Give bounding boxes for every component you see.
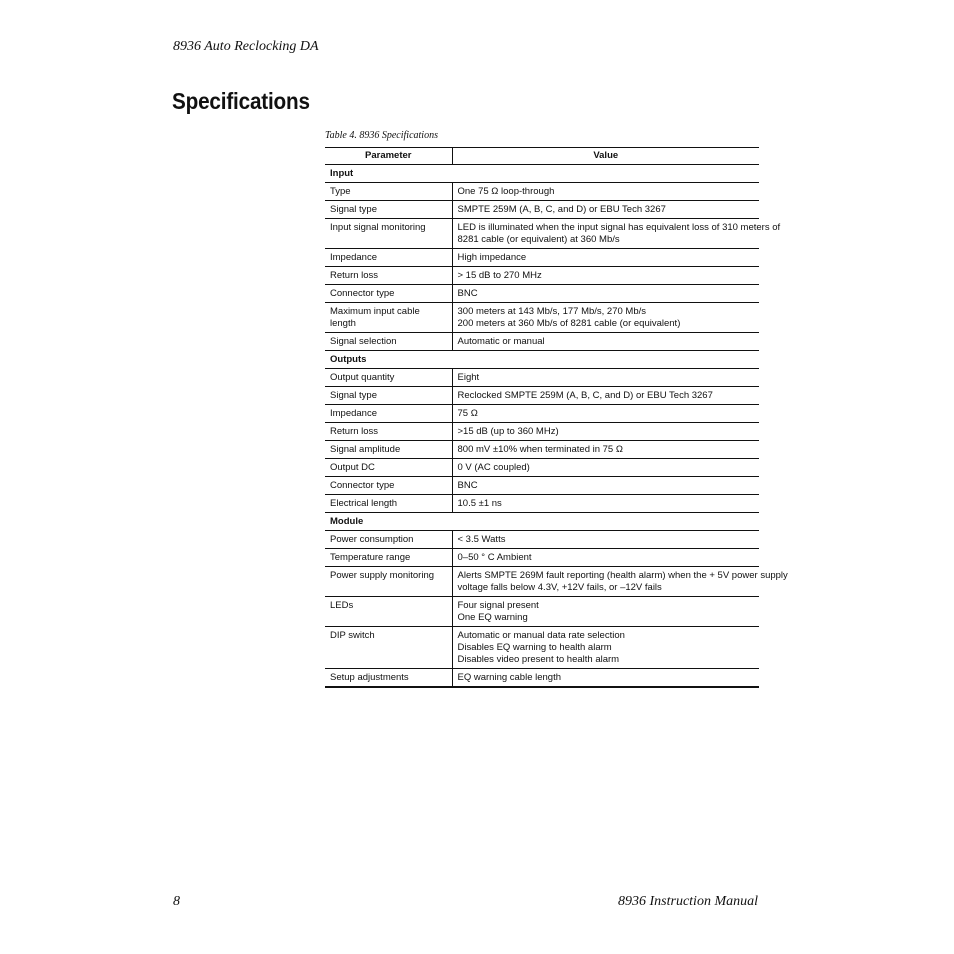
section-title: Input xyxy=(325,165,759,183)
value-cell xyxy=(452,495,759,513)
value-cell xyxy=(452,405,759,423)
parameter-cell: Connector type xyxy=(325,285,452,303)
table-row xyxy=(325,441,759,459)
footer-manual-title: 8936 Instruction Manual xyxy=(618,894,758,909)
page-number: 8 xyxy=(173,894,180,909)
table-row xyxy=(325,333,759,351)
parameter-cell: Signal type xyxy=(325,387,452,405)
value-line: 75 Ω xyxy=(457,408,478,419)
value-cell xyxy=(452,369,759,387)
parameter-cell: Power consumption xyxy=(325,531,452,549)
table-row xyxy=(325,567,759,597)
value-line: Reclocked SMPTE 259M (A, B, C, and D) or EBU Tech 3267 xyxy=(457,390,713,401)
table-row xyxy=(325,249,759,267)
value-line: EQ warning cable length xyxy=(457,672,562,683)
parameter-cell: Input signal monitoring xyxy=(325,219,452,249)
value-line: One 75 Ω loop-through xyxy=(457,186,555,197)
table-row xyxy=(325,627,759,669)
value-line: 300 meters at 143 Mb/s, 177 Mb/s, 270 Mb/s xyxy=(457,306,647,317)
value-cell xyxy=(452,285,759,303)
parameter-cell: DIP switch xyxy=(325,627,452,669)
value-cell xyxy=(452,477,759,495)
value-line: < 3.5 Watts xyxy=(457,534,506,545)
parameter-cell: Impedance xyxy=(325,249,452,267)
table-row xyxy=(325,267,759,285)
page-title: Specifications xyxy=(172,88,310,114)
table-row xyxy=(325,669,759,688)
value-line: 200 meters at 360 Mb/s of 8281 cable (or equivalent) xyxy=(457,318,681,329)
table-row xyxy=(325,405,759,423)
parameter-cell: Signal type xyxy=(325,201,452,219)
value-cell xyxy=(452,387,759,405)
value-line: Eight xyxy=(457,372,480,383)
parameter-cell: Signal amplitude xyxy=(325,441,452,459)
section-row-module xyxy=(325,513,759,531)
value-cell xyxy=(452,249,759,267)
value-line: voltage falls below 4.3V, +12V fails, or –12V fails xyxy=(457,582,662,593)
parameter-cell: Output DC xyxy=(325,459,452,477)
parameter-cell: Signal selection xyxy=(325,333,452,351)
column-header-value: Value xyxy=(452,148,759,165)
table-row xyxy=(325,477,759,495)
parameter-cell: Return loss xyxy=(325,423,452,441)
table-row xyxy=(325,201,759,219)
value-line: 0–50 ° C Ambient xyxy=(457,552,532,563)
table-row xyxy=(325,387,759,405)
table-caption: Table 4. 8936 Specifications xyxy=(325,130,438,141)
value-line: Disables video present to health alarm xyxy=(457,654,620,665)
table-body xyxy=(325,165,788,688)
table-row xyxy=(325,285,759,303)
value-line: BNC xyxy=(457,480,478,491)
value-line: Four signal present xyxy=(457,600,539,611)
value-line: > 15 dB to 270 MHz xyxy=(457,270,542,281)
value-line: LED is illuminated when the input signal has equivalent loss of 310 meters of xyxy=(457,222,781,233)
parameter-cell: LEDs xyxy=(325,597,452,627)
section-row-input xyxy=(325,165,759,183)
section-row-outputs xyxy=(325,351,759,369)
specifications-table xyxy=(325,147,788,688)
parameter-cell: Connector type xyxy=(325,477,452,495)
value-cell xyxy=(452,267,759,285)
section-title: Outputs xyxy=(325,351,759,369)
parameter-cell: Temperature range xyxy=(325,549,452,567)
value-cell xyxy=(452,441,759,459)
value-cell xyxy=(452,567,788,597)
table-row xyxy=(325,549,759,567)
value-cell xyxy=(452,201,759,219)
value-line: BNC xyxy=(457,288,478,299)
value-line: One EQ warning xyxy=(457,612,528,623)
table-row xyxy=(325,369,759,387)
table-row xyxy=(325,303,759,333)
value-line: High impedance xyxy=(457,252,527,263)
value-line: SMPTE 259M (A, B, C, and D) or EBU Tech 3267 xyxy=(457,204,666,215)
table-row xyxy=(325,597,759,627)
value-cell xyxy=(452,669,759,688)
table-row xyxy=(325,423,759,441)
parameter-cell: Electrical length xyxy=(325,495,452,513)
value-line: Disables EQ warning to health alarm xyxy=(457,642,612,653)
parameter-cell: Setup adjustments xyxy=(325,669,452,688)
value-cell xyxy=(452,549,759,567)
value-line: 10.5 ±1 ns xyxy=(457,498,502,509)
section-title: Module xyxy=(325,513,759,531)
table-row xyxy=(325,495,759,513)
value-cell xyxy=(452,423,759,441)
parameter-cell: Maximum input cable length xyxy=(325,303,452,333)
parameter-cell: Type xyxy=(325,183,452,201)
table-header-row xyxy=(325,148,759,165)
table-row xyxy=(325,459,759,477)
table-row xyxy=(325,219,759,249)
value-cell xyxy=(452,627,759,669)
value-cell xyxy=(452,333,759,351)
value-line: >15 dB (up to 360 MHz) xyxy=(457,426,559,437)
parameter-cell: Impedance xyxy=(325,405,452,423)
running-header: 8936 Auto Reclocking DA xyxy=(173,39,319,54)
parameter-cell: Power supply monitoring xyxy=(325,567,452,597)
parameter-cell: Output quantity xyxy=(325,369,452,387)
value-cell xyxy=(452,183,759,201)
value-cell xyxy=(452,459,759,477)
table-row xyxy=(325,531,759,549)
value-line: Alerts SMPTE 269M fault reporting (health alarm) when the + 5V power supply xyxy=(457,570,788,581)
value-line: Automatic or manual xyxy=(457,336,545,347)
value-line: 800 mV ±10% when terminated in 75 Ω xyxy=(457,444,623,455)
table-row xyxy=(325,183,759,201)
value-line: 0 V (AC coupled) xyxy=(457,462,530,473)
value-line: Automatic or manual data rate selection xyxy=(457,630,625,641)
parameter-cell: Return loss xyxy=(325,267,452,285)
value-cell xyxy=(452,303,759,333)
value-cell xyxy=(452,219,781,249)
column-header-parameter: Parameter xyxy=(325,148,452,165)
value-line: 8281 cable (or equivalent) at 360 Mb/s xyxy=(457,234,620,245)
value-cell xyxy=(452,531,759,549)
value-cell xyxy=(452,597,759,627)
